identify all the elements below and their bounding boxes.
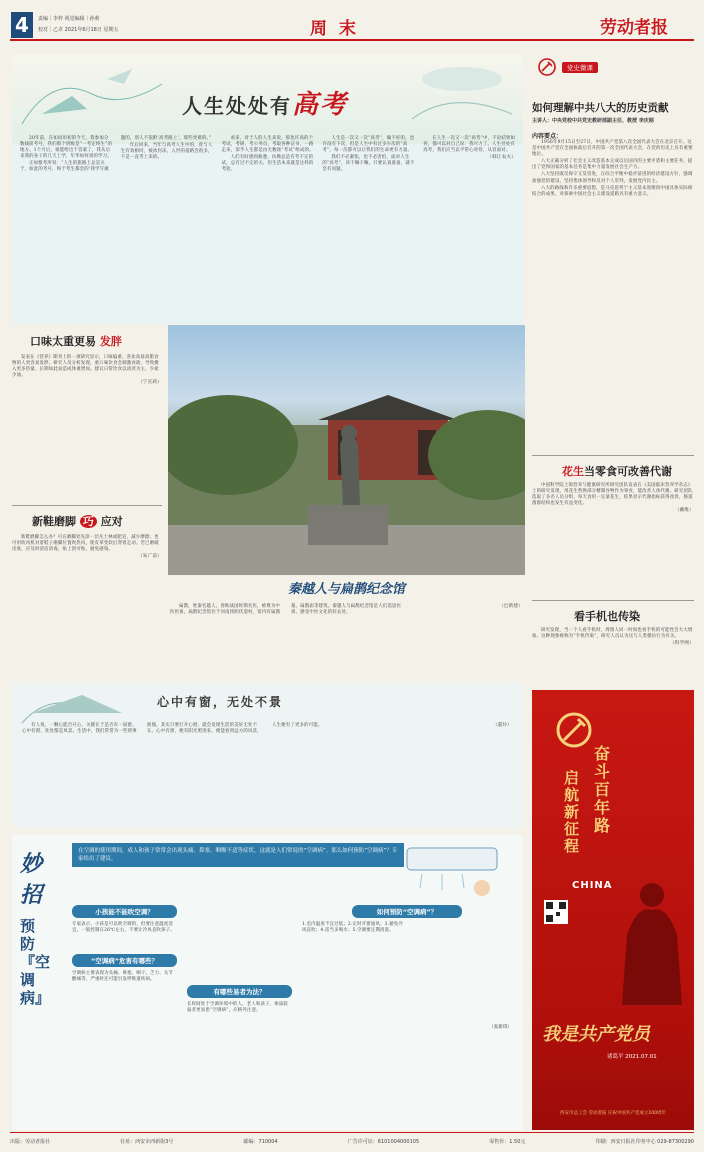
- peanut-body: [532, 483, 694, 514]
- photo-text: 扁鹊，姓秦名越人，春秋战国时期名医，被尊为中医医祖。扁鹊纪念馆位于河南汤阴伏道村，馆内有扁鹊墓、扁鹊庙等建筑。秦越人与扁鹊纪念馆是人们追思医祖、感受中医文化的好去处。: [170, 604, 402, 616]
- ac-v3: 预防『空调病』: [20, 917, 51, 1007]
- window-article: [12, 683, 523, 828]
- ad-footer: 西安市总工会 劳动者报 庆祝中国共产党成立100周年: [560, 1111, 666, 1116]
- gaokao-title-highlight: 高考: [292, 90, 349, 120]
- divider: [532, 600, 694, 601]
- memorial-building-icon: [168, 325, 525, 575]
- shoes-body: [12, 535, 162, 560]
- gaokao-paragraph: 在人生一次又一次“高考”中，不论结果如何，都可以对自己说：我尽力了。人生处处有高考，我们应当以平常心对待，从容面对。: [423, 136, 516, 154]
- footer-printer: 印刷：西安日报社印务中心 029-87300290: [595, 1138, 694, 1145]
- ac-text3: 长时间处于空调环境中的人、老人和孩子、体质较弱者更易患“空调病”，应格外注意。: [187, 1002, 288, 1014]
- hammer-sickle-icon: [554, 710, 594, 750]
- ac-vertical-title: [20, 847, 60, 1007]
- party-paragraph: 八大的路线和许多重要思想，是马克思列宁主义基本原理同中国具体实际相结合的成果，对探索中国社会主义建设道路具有重大意义。: [532, 185, 693, 197]
- shoes-title-mid: 巧: [80, 515, 97, 528]
- ac-intro: 在空调的使用期间，成人和孩子常常会出现头痛、鼻塞、咽喉不适等症状，这就是人们常说的“空调病”。那么如何预防“空调病”？专家给出了建议。: [72, 843, 404, 867]
- memorial-photo: [168, 325, 525, 575]
- peanut-title-highlight: 花生: [562, 465, 584, 478]
- party-summary-label: 内容要点：: [532, 133, 563, 140]
- photo-caption: 秦越人与扁鹊纪念馆: [287, 582, 405, 597]
- shoes-text: 新鞋磨脚怎么办？可在磨脚处先涂一层凡士林或肥皂，减少摩擦；也可用吹风机对着鞋子磨脚位置吹热风，使皮革变软后穿着走动。若已磨破皮肤，应及时清洁消毒，贴上创可贴，避免感染。: [12, 535, 159, 553]
- taste-title-a: 口味太重更易: [30, 335, 96, 348]
- ac-text4: 1.室内温度不宜过低；2.定时开窗通风；3.避免冷风直吹；4.适当多喝水；5.空调要定期清洗。: [302, 922, 403, 934]
- taste-title: [30, 333, 122, 349]
- shoes-article: [12, 505, 162, 660]
- footer: [10, 1132, 694, 1149]
- gaokao-paragraph: 我们不必紧张，也不必害怕，面对人生的“高考”，该干嘛干嘛，只要认真准备，就不会有问题。: [322, 155, 415, 173]
- gaokao-paragraph: 正如惟考所说：“人生的旅路上总是关于，如此的考号，终于考生都会的‘我学写做题的，别人不依附‘高考路上’，那些更难的。”: [20, 136, 212, 173]
- window-text: 有人说，一颗心能否开心，关键在于是否有一扇窗。心中有窗，处处都是风景。生活中，我们常常为一些琐事烦恼，其实只要打开心窗，就会发现生活的美好无处不在。心中有窗，便有阳光照进来，便能看到远方的风景，人生便有了更多的可能。: [22, 723, 323, 735]
- gaokao-title-prefix: 人生处处有: [182, 94, 292, 118]
- photo-body: [170, 604, 523, 616]
- ac-col-1: [72, 905, 177, 983]
- ad-slogan: 我是共产党员: [542, 1024, 650, 1045]
- gaokao-paragraph: 20年前，在如同用初的今天，我参加分数线前考号，我们那个班级是“一考定终生”的地方。1个月后，谁能给出个答案了，我从后来我的身子的几天上学，年华如何到的学习。: [20, 136, 113, 160]
- gaokao-paragraph: 人们有时感到疲惫，仿佛总是有考不完的试，总有过不完的关，但生活本来就是这样的考验。: [221, 155, 314, 173]
- ad-vertical-1: 启航新征程: [564, 769, 580, 855]
- ac-box3: 有哪些易者为法？: [187, 985, 292, 998]
- ac-box1: 小孩能不能吹空调？: [72, 905, 177, 918]
- ac-box2: “空调病”危害有哪些？: [72, 954, 177, 967]
- ad-vertical-2: 奋斗百年路: [594, 744, 611, 835]
- party-emblem-banner: [532, 54, 694, 82]
- phone-article: [532, 600, 694, 690]
- ac-col-3: [302, 905, 512, 1030]
- ac-text1: 专家表示，小孩是可以吹空调的，但要注意温度适宜，一般控制在26℃左右，不要让冷风直吹孩子。: [72, 922, 175, 934]
- masthead: [0, 0, 704, 45]
- divider: [532, 455, 694, 456]
- ad-china: CHINA: [572, 880, 613, 891]
- phone-body: [532, 628, 694, 647]
- phone-title: 看手机也传染: [574, 610, 640, 623]
- taste-article: [12, 325, 162, 500]
- party-ad: [532, 690, 694, 1130]
- section-title: 周 末: [310, 19, 359, 39]
- ac-author: （张新琪）: [489, 1025, 512, 1031]
- qr-code-icon: [544, 900, 568, 924]
- party-paragraph: 1956年9月15日至27日，中国共产党第八次全国代表大会在北京召开。这是中国共产党在全国执政后召开的第一次全国代表大会，在党的历史上具有重要地位。: [532, 140, 693, 158]
- window-body: [22, 723, 512, 735]
- footer-address: 社址：西安市西新街3号: [120, 1138, 174, 1145]
- peanut-title-rest: 当零食可改善代谢: [584, 465, 672, 478]
- phone-text: 研究发现，当一个人看手机时，周围人同一时间也看手机的可能性会大大增加。这种现象被称为“手机传染”，研究人员认为这与人类模仿行为有关。: [532, 628, 693, 640]
- taste-title-b: 发胖: [99, 335, 122, 348]
- peanut-title: [562, 463, 672, 479]
- cloud-icon: [392, 59, 522, 139]
- gaokao-body: [20, 136, 516, 316]
- ac-v2: 招: [20, 882, 43, 908]
- party-byline: 主讲人：中央党校中共党史教研部副主任、教授 李庆刚: [532, 118, 654, 124]
- gaokao-paragraph: 年后回来，当年与高考人生中的，曾与人生有效相同，被冰封冻，入世的道路会很多，不是一直考上来的。: [120, 143, 213, 161]
- crane-icon: [12, 54, 172, 144]
- ac-v1: 妙: [20, 851, 43, 877]
- gaokao-author: （韩江农夫）: [487, 155, 516, 161]
- divider: [12, 505, 162, 506]
- window-author: （董玲）: [492, 723, 512, 728]
- proof-line: 校对｜乙卓 2021年6月18日 星期五: [38, 27, 119, 33]
- paper-name: 劳动者报: [600, 18, 668, 38]
- shoes-title-a: 新鞋磨脚: [32, 515, 76, 528]
- photo-author: （巴新建）: [499, 604, 523, 609]
- gaokao-paragraph: 看来，对于人的人生来说，那也许高的个考试，考研，考公务员，考取各种证书，一路走来，似乎人生都是由无数场“考试”组成的。: [221, 136, 314, 154]
- party-paragraph: 八大正确分析了社会主义改造基本完成以后国内的主要矛盾和主要任务，提出了党和国家的基本任务是集中力量发展社会生产力。: [532, 159, 693, 171]
- hammer-sickle-icon: [538, 58, 556, 76]
- shoes-title-b: 应对: [100, 515, 123, 528]
- peanut-author: （戴维）: [674, 508, 694, 514]
- footer-permit: 广告许可证：6101004000105: [347, 1138, 420, 1145]
- taste-author: （宁宣莉）: [138, 380, 162, 386]
- shoes-author: （朱广前）: [138, 554, 162, 560]
- air-conditioner-icon: [402, 840, 512, 900]
- page-number: 4: [11, 12, 33, 38]
- gaokao-paragraph: 人生是一次又一次“高考”，做不好的，也许没有下次，但是人生中有过多少次的“高考”，每一次都可以让我们的生命更有力量。: [322, 136, 415, 154]
- masthead-rule: [10, 39, 694, 41]
- party-tag: 党史微课: [562, 62, 598, 73]
- footer-price: 零售价：1.50元: [489, 1138, 526, 1145]
- shoes-title: [32, 513, 123, 529]
- ac-box4: 如何预防“空调病”？: [352, 905, 462, 918]
- ac-article: [12, 835, 523, 1130]
- gaokao-banner: [12, 54, 523, 144]
- gaokao-title: [182, 84, 348, 121]
- peanut-text: 中国科学院上海营养与健康研究所研究团队发表在《美国临床营养学杂志》上的研究发现，用花生替换部分精制谷物作为零食，能改善人体代谢。研究团队选取了多名人员分组，每天食用一定量花生，结果显示代谢指标获得改善，肠道菌群结构也发生有益变化。: [532, 483, 693, 507]
- party-body: [532, 140, 694, 199]
- editor-line: 责编｜李梓 视觉编辑｜孙莉: [38, 16, 100, 22]
- party-paragraph: 八大坚持既反保守又反冒进，在综合平衡中稳步前进的经济建设方针，强调加强党的建设，坚持集体领导和反对个人崇拜，发展党内民主。: [532, 172, 693, 184]
- taste-text: 发表在《营养》期刊上的一项研究显示，口味偏重、喜欢高盐高脂食物的人更容易发胖。研究人员分析发现，重口味饮食会刺激食欲，导致摄入更多热量，长期如此易造成体重增加。建议日常饮食以清淡为主，少盐少油。: [12, 355, 159, 379]
- gaokao-article: [12, 54, 523, 324]
- window-title: 心中有窗，无处不景: [157, 695, 284, 709]
- ac-text2: 空调病主要表现为头痛、鼻塞、咽干、乏力、关节酸痛等，严重时还可能引发呼吸道疾病。: [72, 971, 173, 983]
- taste-body: [12, 355, 162, 386]
- ad-date: 诸葛平 2021.07.01: [607, 1054, 657, 1060]
- people-silhouette-icon: [612, 875, 692, 1005]
- footer-postcode: 邮编：710004: [243, 1138, 278, 1145]
- ac-col-2: [187, 905, 292, 1014]
- party-title: 如何理解中共八大的历史贡献: [532, 102, 669, 114]
- footer-publisher: 出版：劳动者报社: [10, 1138, 51, 1145]
- phone-author: （科学网）: [670, 641, 694, 647]
- party-history-article: [532, 54, 694, 449]
